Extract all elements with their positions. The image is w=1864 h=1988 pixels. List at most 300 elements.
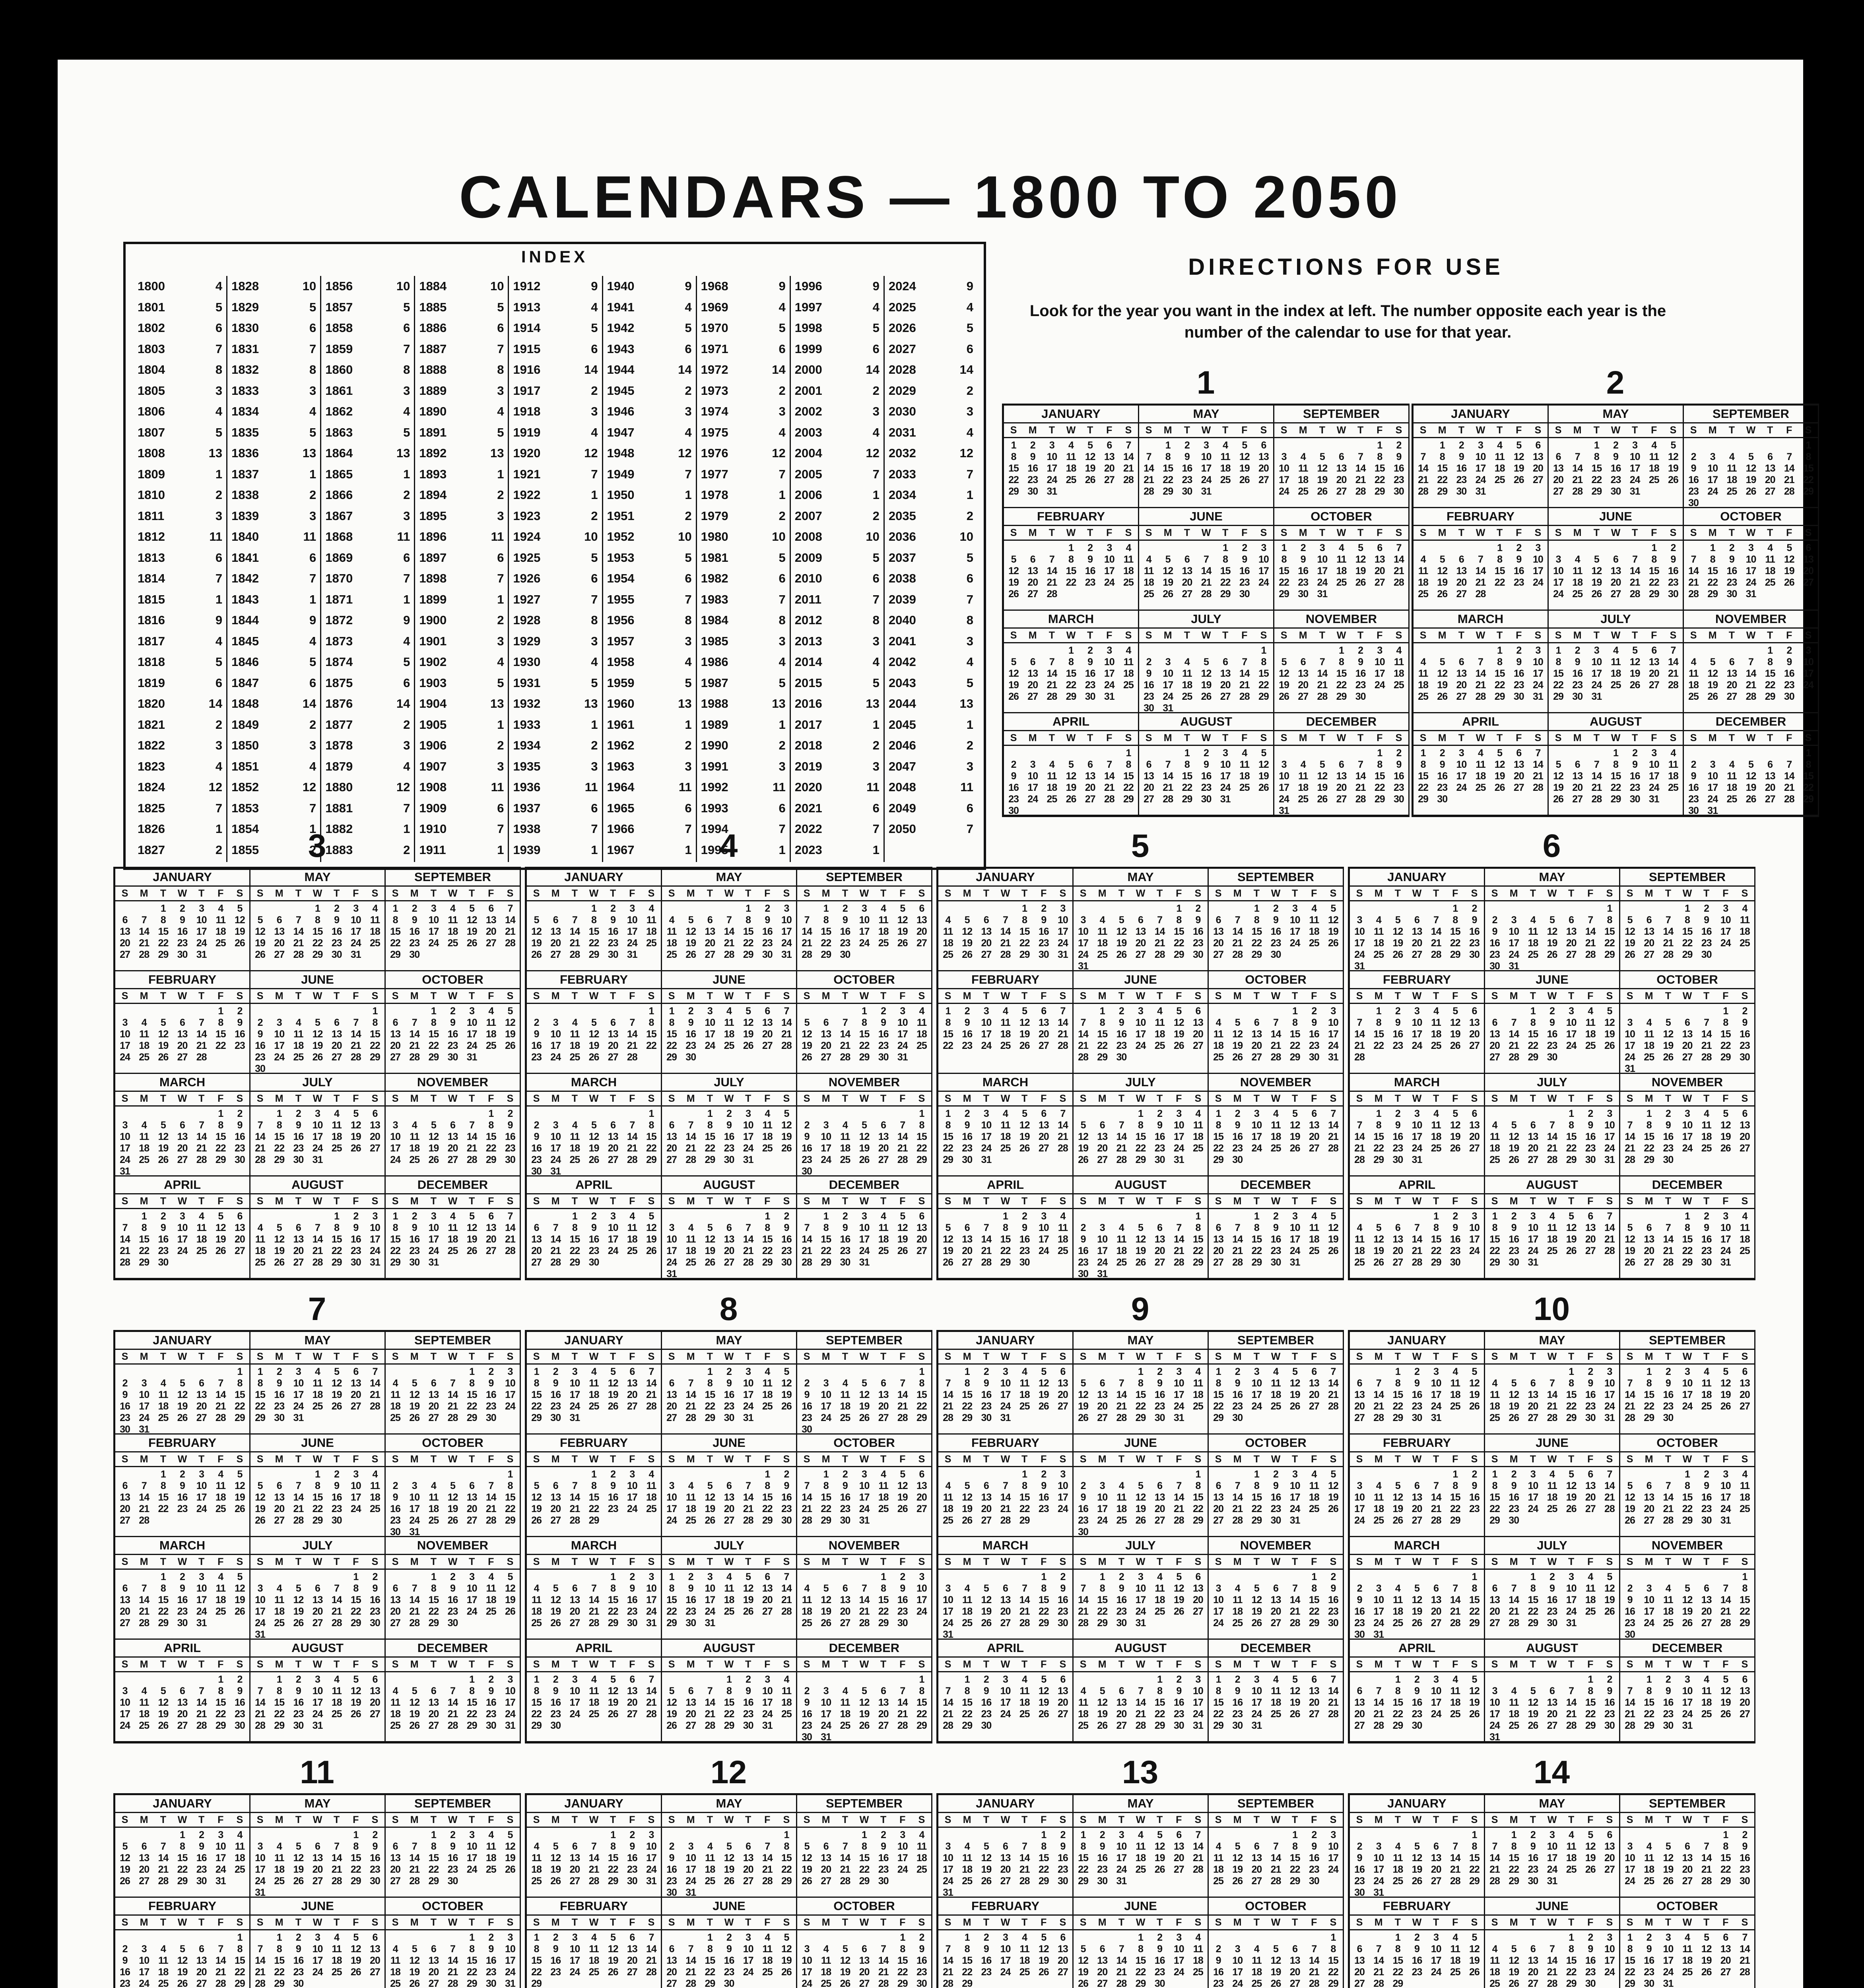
day-number: 8 [1138,1120,1143,1131]
day-blank [1523,1108,1542,1120]
day-number: 14 [802,926,812,937]
day-number: 16 [255,1040,265,1051]
index-row [795,798,880,819]
weekday-letter: S [1419,527,1427,538]
index-calendar-number: 7 [309,571,316,585]
index-year: 1801 [138,300,165,314]
day-number: 21 [505,926,515,937]
day-number: 20 [1469,1029,1480,1040]
day-number: 30 [1585,1154,1596,1165]
day-number: 4 [1242,747,1247,759]
day-number: 25 [1431,1143,1441,1154]
day-number: 21 [139,1503,150,1514]
day-number: 8 [945,1017,951,1028]
day-number: 20 [1644,938,1654,949]
index-row [325,506,410,527]
day-number: 16 [685,1029,696,1040]
day-number: 17 [466,1029,477,1040]
day-number: 8 [257,1378,263,1389]
day-number: 29 [158,1617,169,1629]
day-number: 13 [235,1222,245,1233]
day-blank [270,1211,289,1222]
day-number: 20 [485,1234,496,1245]
day-blank [1150,903,1169,914]
index-calendar-number: 1 [215,822,223,836]
day-number: 28 [1412,1257,1422,1268]
day-number: 11 [1354,1234,1365,1245]
day-number: 12 [743,1583,753,1594]
weekday-letter: M [551,1454,560,1465]
day-number: 3 [1319,542,1325,553]
day-number: 26 [781,1401,792,1412]
day-number: 22 [666,1040,677,1051]
day-number: 5 [707,1480,713,1491]
day-blank [1433,645,1452,656]
month-block [527,1537,662,1640]
day-number: 23 [409,1245,420,1256]
day-number: 27 [196,1412,207,1423]
index-row [419,568,504,589]
weekday-header [1620,887,1754,901]
index-row [325,339,410,360]
calendar-months-grid [525,1330,932,1743]
day-number: 3 [1107,542,1112,553]
day-number: 18 [646,1492,656,1503]
index-year: 1874 [325,655,353,669]
month-block [1139,406,1274,508]
day-number: 1 [218,1108,223,1119]
day-number: 17 [350,1492,361,1503]
index-calendar-number: 5 [215,655,223,669]
day-number: 17 [505,1697,515,1708]
day-number: 24 [1038,1245,1049,1256]
day-number: 9 [1235,1120,1240,1131]
day-number: 15 [1163,463,1173,474]
calendar-months-grid [1348,867,1755,1280]
day-number: 5 [649,1211,654,1222]
index-calendar-number: 5 [872,550,880,565]
day-grid [1350,1107,1484,1166]
day-number: 29 [390,949,400,960]
weekday-letter: W [448,990,458,1002]
month-name: AUGUST [250,1176,384,1194]
day-grid [250,1365,384,1424]
weekday-letter: S [783,1556,790,1567]
weekday-header [115,1194,249,1209]
day-grid [386,901,520,961]
weekday-letter: F [1311,1196,1317,1207]
day-number: 22 [588,1503,599,1514]
weekday-letter: T [842,1093,848,1104]
day-number: 12 [705,1492,715,1503]
index-year: 1881 [325,801,353,815]
day-number: 9 [1358,656,1363,668]
index-row [701,547,786,569]
weekday-header [115,887,249,901]
day-number: 16 [608,1492,618,1503]
day-number: 15 [821,926,831,937]
index-year: 1898 [419,571,447,585]
index-year: 1878 [325,738,353,752]
day-blank [1703,645,1722,656]
day-number: 30 [235,1720,245,1731]
index-year: 1950 [607,488,635,502]
weekday-letter: M [275,888,283,899]
day-number: 11 [1495,451,1505,462]
day-number: 16 [1201,771,1212,782]
day-number: 20 [724,1503,734,1514]
weekday-letter: M [1645,990,1653,1002]
day-number: 20 [1135,938,1146,949]
day-blank [816,1366,835,1378]
day-number: 9 [180,1480,185,1491]
day-number: 15 [1258,668,1269,679]
index-calendar-number: 5 [403,425,410,439]
weekday-letter: T [1253,1196,1260,1207]
day-number: 15 [569,1234,580,1245]
weekday-letter: W [177,1556,187,1567]
index-year: 1943 [607,342,635,356]
index-calendar-number: 8 [966,613,973,627]
day-number: 26 [1373,1257,1384,1268]
day-number: 1 [1651,542,1657,553]
day-number: 15 [1418,771,1428,782]
weekday-letter: S [1125,630,1132,641]
day-grid [797,1365,931,1435]
day-number: 20 [1213,1245,1223,1256]
day-number: 25 [215,1503,226,1514]
day-number: 14 [1116,1131,1127,1142]
day-number: 10 [1251,1120,1262,1131]
day-number: 27 [821,1052,831,1063]
day-number: 26 [158,1154,169,1165]
weekday-letter: T [1319,732,1325,744]
weekday-letter: T [430,1351,437,1362]
index-calendar-number: 6 [497,801,504,815]
weekday-letter: S [783,990,790,1002]
day-number: 7 [1786,451,1792,462]
day-number: 19 [331,1389,342,1400]
index-calendar-number: 4 [591,425,598,439]
month-block [938,1074,1074,1176]
day-number: 2 [842,1469,848,1480]
index-calendar-number: 1 [685,717,692,732]
day-number: 15 [428,1029,439,1040]
weekday-letter: W [589,1454,599,1465]
day-blank [1074,1006,1093,1017]
day-number: 26 [235,1606,245,1617]
index-columns [134,276,977,862]
weekday-letter: S [256,990,264,1002]
day-number: 22 [1604,938,1615,949]
day-blank [797,1211,816,1222]
weekday-letter: W [1066,425,1076,436]
weekday-header [662,1658,796,1672]
day-number: 12 [466,914,477,926]
weekday-letter: W [1746,425,1756,436]
weekday-letter: T [1631,630,1638,641]
day-grid [115,1209,249,1268]
day-number: 20 [1585,1234,1596,1245]
month-block [1274,611,1410,713]
index-row [513,610,598,631]
day-number: 2 [392,1480,398,1491]
day-number: 13 [1374,554,1385,565]
day-number: 23 [608,938,618,949]
day-number: 1 [1497,645,1503,656]
index-row [795,318,880,339]
day-number: 25 [1239,782,1250,793]
day-number: 21 [255,1708,265,1720]
index-year: 1841 [231,550,259,565]
weekday-letter: S [1395,425,1402,436]
day-number: 29 [1135,1154,1146,1165]
day-number: 8 [1555,656,1561,668]
day-number: 21 [1701,1040,1712,1051]
day-number: 14 [1591,771,1602,782]
day-number: 17 [1104,668,1115,679]
day-number: 9 [1184,451,1190,462]
day-number: 3 [1748,542,1753,553]
day-number: 20 [981,938,992,949]
day-number: 20 [177,1040,188,1051]
day-number: 8 [218,1017,223,1028]
day-number: 8 [591,1480,596,1491]
day-number: 1 [276,1108,282,1119]
month-block [662,1332,797,1435]
index-row [795,526,880,547]
day-number: 8 [1806,451,1811,462]
weekday-letter: S [1260,527,1267,538]
day-number: 23 [1726,577,1737,588]
index-year: 1929 [513,634,541,648]
day-blank [584,1571,603,1583]
day-grid [386,1570,520,1629]
day-number: 6 [1575,759,1580,770]
weekday-letter: M [1299,425,1307,436]
day-number: 24 [1746,577,1756,588]
day-number: 31 [1720,1257,1731,1268]
month-name: MAY [1074,869,1208,887]
weekday-letter: F [353,888,359,899]
day-number: 19 [466,926,477,937]
day-blank [1549,440,1568,451]
day-number: 4 [392,1378,398,1389]
day-blank [584,1108,603,1120]
day-number: 12 [1116,926,1127,937]
day-number: 23 [1392,1143,1403,1154]
index-row [231,568,316,589]
index-year: 1895 [419,509,447,523]
day-blank [854,1571,874,1583]
day-grid [1684,438,1818,508]
day-number: 24 [981,1040,992,1051]
day-number: 16 [1701,1234,1712,1245]
day-number: 21 [569,938,580,949]
index-year: 1893 [419,467,447,481]
day-number: 20 [177,1708,188,1720]
month-name: JUNE [250,971,384,989]
day-number: 18 [274,1606,285,1617]
day-number: 31 [1625,1063,1635,1074]
day-number: 5 [257,1480,263,1491]
day-number: 25 [1123,679,1134,691]
weekday-letter: F [899,1196,906,1207]
day-number: 7 [649,1674,654,1685]
day-number: 18 [531,1606,542,1617]
day-number: 25 [139,1154,150,1165]
day-number: 6 [1767,451,1773,462]
day-number: 14 [331,1594,342,1606]
day-number: 16 [531,1143,542,1154]
index-year: 1992 [701,780,728,794]
day-blank [386,1571,405,1583]
day-blank [115,1211,134,1222]
weekday-letter: W [177,1659,187,1670]
month-name: MARCH [527,1537,661,1555]
month-name: MAY [1549,406,1683,423]
weekday-letter: S [121,1196,128,1207]
weekday-letter: T [610,990,616,1002]
month-name: SEPTEMBER [1684,406,1818,423]
day-number: 21 [1354,1040,1365,1051]
weekday-letter: S [1690,732,1697,744]
day-number: 3 [1651,747,1657,759]
day-number: 27 [1740,1143,1750,1154]
month-block [797,971,932,1074]
day-number: 7 [1107,759,1112,770]
day-number: 3 [1555,554,1561,565]
day-number: 28 [1123,474,1134,485]
index-year: 1845 [231,634,259,648]
day-number: 18 [1688,679,1699,691]
day-number: 19 [1663,1040,1674,1051]
day-blank [386,1108,405,1120]
weekday-letter: T [160,1093,166,1104]
index-calendar-number: 2 [497,613,504,627]
day-number: 18 [724,1029,734,1040]
index-calendar-number: 6 [403,550,410,565]
day-number: 2 [1472,903,1477,914]
day-number: 11 [1097,926,1107,937]
day-blank [1313,645,1332,656]
day-number: 12 [1720,1120,1731,1131]
day-number: 30 [1489,961,1500,971]
month-name: JANUARY [938,869,1072,887]
day-number: 17 [1746,565,1756,577]
index-year: 1897 [419,550,447,565]
day-number: 30 [840,1257,850,1268]
index-calendar-number: 2 [872,383,880,398]
day-number: 30 [485,1720,496,1731]
weekday-header [1209,1092,1343,1107]
day-number: 15 [762,1492,773,1503]
weekday-header [115,1555,249,1570]
day-number: 30 [840,1515,850,1526]
day-number: 27 [466,1515,477,1526]
day-number: 29 [1220,588,1231,600]
day-number: 9 [160,1222,166,1233]
weekday-letter: W [313,1556,322,1567]
index-calendar-number: 10 [678,530,692,544]
day-number: 5 [1080,1120,1086,1131]
day-number: 26 [821,1617,831,1629]
day-blank [623,1006,642,1017]
month-block [1074,1176,1209,1279]
day-number: 23 [588,1245,599,1256]
day-number: 4 [842,1120,848,1131]
day-number: 2 [353,1211,359,1222]
day-number: 29 [215,1720,226,1731]
day-number: 22 [139,1245,150,1256]
weekday-letter: T [1530,1196,1536,1207]
index-year: 1925 [513,550,541,565]
weekday-letter: S [121,990,128,1002]
weekday-letter: S [371,1351,379,1362]
day-number: 25 [1726,486,1737,497]
weekday-letter: S [1280,732,1287,744]
day-number: 5 [180,1378,185,1389]
weekday-letter: T [983,888,989,899]
day-number: 15 [1373,1131,1384,1142]
day-number: 13 [120,1492,130,1503]
day-number: 17 [466,1594,477,1606]
index-row [138,652,222,673]
day-number: 21 [1784,474,1794,485]
index-year: 1875 [325,676,353,690]
day-number: 29 [666,1617,677,1629]
index-year: 1990 [701,738,728,752]
weekday-letter: F [488,1351,494,1362]
weekday-letter: T [1458,527,1464,538]
day-number: 27 [627,1708,637,1720]
day-number: 10 [1475,451,1486,462]
month-name: FEBRUARY [1350,971,1484,989]
day-number: 22 [1251,1245,1262,1256]
day-number: 28 [312,1257,323,1268]
day-number: 7 [1157,914,1163,926]
day-number: 27 [428,1412,439,1423]
weekday-letter: W [859,1196,869,1207]
day-number: 24 [1566,1040,1577,1051]
index-calendar-number: 7 [872,822,880,836]
day-number: 10 [1720,1222,1731,1233]
day-number: 18 [916,1029,927,1040]
weekday-letter: M [275,1454,283,1465]
day-number: 12 [1317,771,1328,782]
weekday-letter: T [1087,630,1093,641]
day-number: 29 [1336,691,1347,702]
day-number: 11 [139,1697,149,1708]
day-number: 11 [1649,451,1659,462]
day-number: 5 [1627,1222,1633,1233]
day-number: 7 [1049,656,1054,668]
weekday-letter: S [392,990,399,1002]
index-year: 1863 [325,425,353,439]
day-number: 26 [897,1503,908,1514]
day-number: 19 [1625,1245,1635,1256]
weekday-letter: S [392,1556,399,1567]
day-number: 18 [943,938,953,949]
day-number: 11 [1066,451,1076,462]
weekday-letter: S [1260,630,1267,641]
weekday-letter: T [160,888,166,899]
index-year: 2016 [794,697,822,711]
day-number: 14 [215,1389,226,1400]
day-grid [386,1365,520,1424]
month-block [1549,508,1684,611]
day-number: 1 [1555,645,1561,656]
